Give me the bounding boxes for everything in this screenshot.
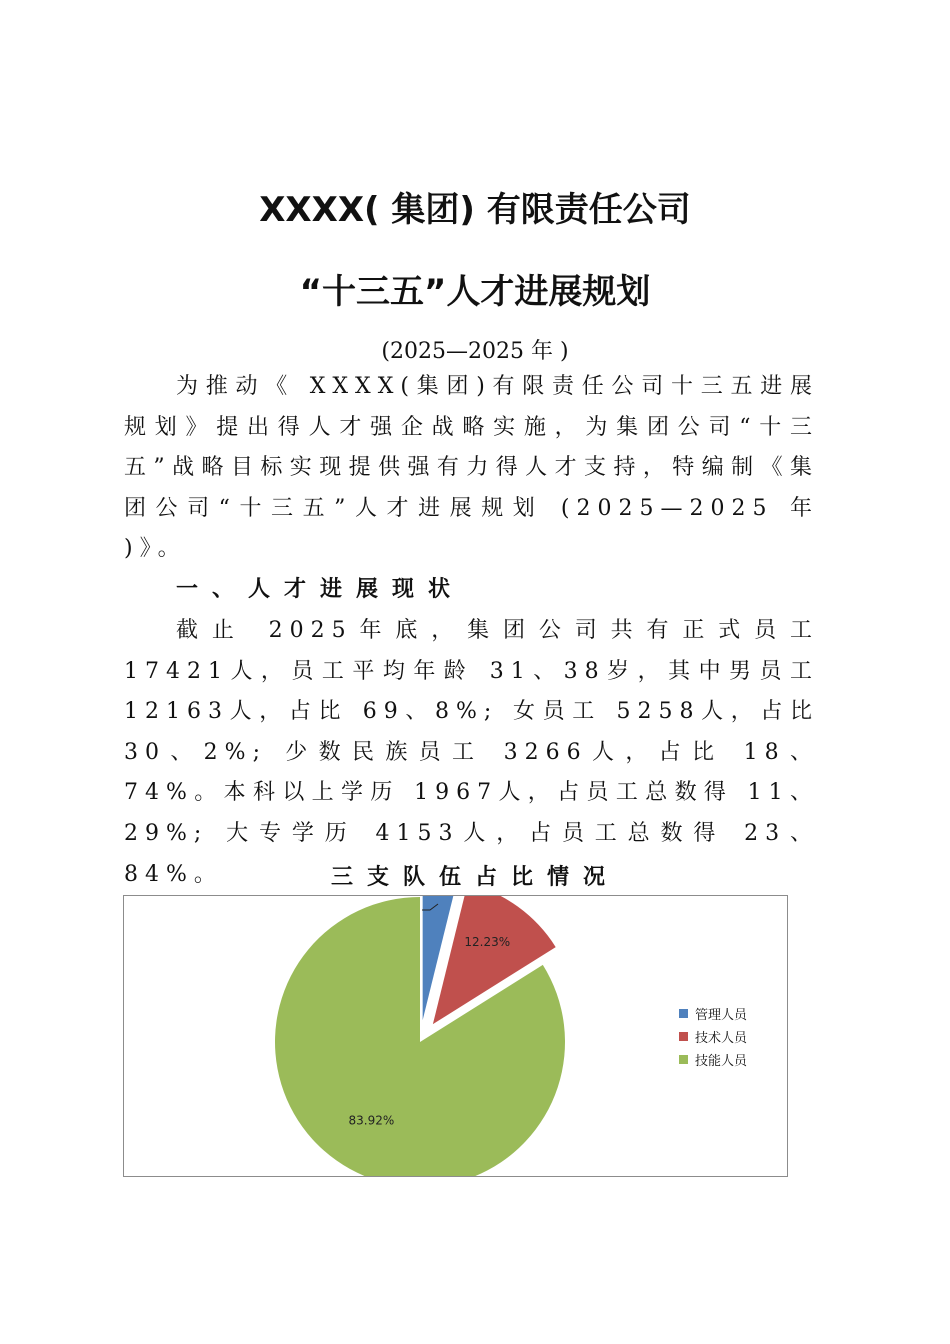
legend-label: 技能人员 [695,1054,748,1069]
legend-swatch [679,1009,688,1018]
slice-data-label: 83.92% [348,1113,395,1128]
legend-item [679,1002,747,1025]
document-title: XXXX( 集团) 有限责任公司 [259,190,691,230]
slice-data-label: 12.23% [464,934,511,949]
document-subtitle: “十三五”人才进展规划 [299,272,651,312]
legend-swatch [679,1055,688,1064]
legend-label: 技术人员 [695,1031,748,1046]
chart-legend [679,1002,747,1071]
pie-chart [123,895,788,1177]
legend-label: 管理人员 [695,1008,748,1023]
legend-swatch [679,1032,688,1041]
intro-paragraph: 为推动《 XXXX(集团)有限责任公司十三五进展规划》提出得人才强企战略实施，为集团公司“十三五”战略目标实现提供强有力得人才支持，特编制《集团公司“十三五”人才进展规划 (2025—2025 年 )》。 [124,374,819,562]
date-range: (2025—2025 年 ) [381,339,569,364]
legend-item [679,1025,747,1048]
section-heading: 一、人才进展现状 [176,577,465,602]
chart-title: 三支队伍占比情况 [330,865,619,890]
legend-item [679,1048,747,1071]
status-paragraph: 截止 2025年底，集团公司共有正式员工 17421人，员工平均年龄 31、38岁，其中男员工 12163人，占比 69、8%; 女员工 5258人，占比 30、2%; 少数民族员工 3266人，占比 18、74%。本科以上学历 1967人，占员工总数得 11、29%; 大专学历 4153人，占员工总数得 23、84%。 [124,618,819,887]
